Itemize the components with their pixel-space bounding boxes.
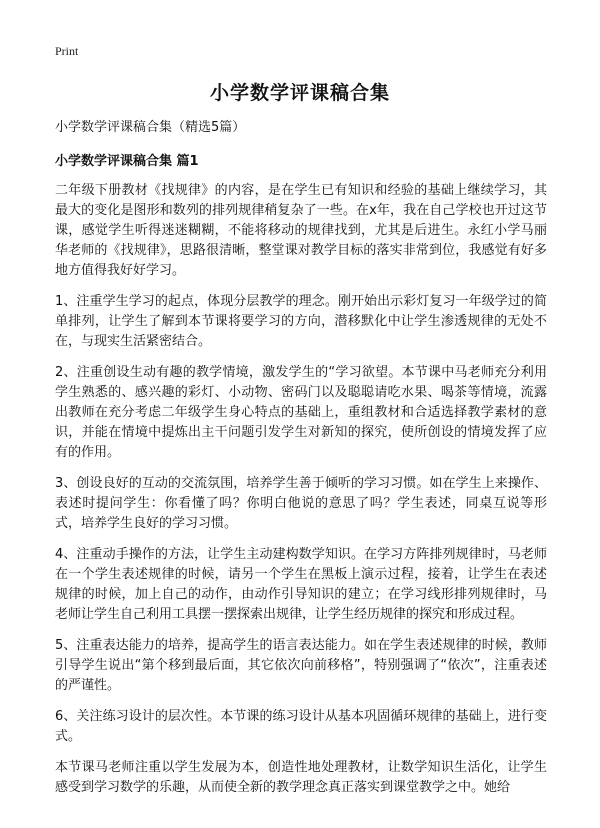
print-link[interactable]: Print [55, 44, 79, 58]
paragraph: 2、注重创设生动有趣的教学情境，激发学生的“学习欲望。本节课中马老师充分利用学生熟悉的、感兴趣的彩灯、小动物、密码门以及聪聪请吃水果、喝茶等情境，流露出教师在充分考虑二年级学生身心特点的基础上，重组教材和合适选择教学素材的意识，并能在情境中提炼出主干问题引发学生对新知的探究，使所创设的情境发挥了应有的作用。 [55, 365, 547, 460]
paragraph: 4、注重动手操作的方法，让学生主动建构数学知识。在学习方阵排列规律时，马老师在一个学生表述规律的时候，请另一个学生在黑板上演示过程，接着，让学生在表述规律的时候，加上自己的动作，由动作引导知识的建立；在学习线形排列规律时，马老师让学生自己利用工具摆一摆探索出规律，让学生经历规律的探究和形成过程。 [55, 547, 547, 622]
document-body [55, 118, 547, 809]
paragraph: 二年级下册教材《找规律》的内容，是在学生已有知识和经验的基础上继续学习，其最大的变化是图形和数列的排列规律稍复杂了一些。在x年，我在自己学校也开过这节课，感觉学生听得迷迷糊糊，不能将移动的规律找到，尤其是后进生。永红小学马丽华老师的《找规律》，思路很清晰，整堂课对教学目标的落实非常到位，我感觉有好多地方值得我好好学习。 [55, 183, 547, 278]
paragraph: 3、创设良好的互动的交流氛围，培养学生善于倾听的学习习惯。如在学生上来操作、表述时提问学生：你看懂了吗？你明白他说的意思了吗？学生表述，同桌互说等形式，培养学生良好的学习习惯。 [55, 476, 547, 531]
paragraph: 6、关注练习设计的层次性。本节课的练习设计从基本巩固循环规律的基础上，进行变式。 [55, 709, 547, 744]
paragraph: 5、注重表达能力的培养，提高学生的语言表达能力。如在学生表述规律的时候，教师引导学生说出“第个移到最后面，其它依次向前移格”，特别强调了“依次”，注重表述的严谨性。 [55, 638, 547, 693]
page-title: 小学数学评课稿合集 [209, 82, 390, 104]
document-subtitle: 小学数学评课稿合集（精选5篇） [55, 120, 246, 135]
paragraph: 本节课马老师注重以学生发展为本，创造性地处理教材，让数学知识生活化，让学生感受到学习数学的乐趣，从而使全新的教学理念真正落实到课堂教学之中。她给 [55, 760, 547, 795]
section-heading: 小学数学评课稿合集 篇1 [55, 154, 199, 169]
paragraph: 1、注重学生学习的起点，体现分层教学的理念。刚开始出示彩灯复习一年级学过的简单排列，让学生了解到本节课将要学习的方向，潜移默化中让学生渗透规律的无处不在，与现实生活紧密结合。 [55, 294, 547, 349]
